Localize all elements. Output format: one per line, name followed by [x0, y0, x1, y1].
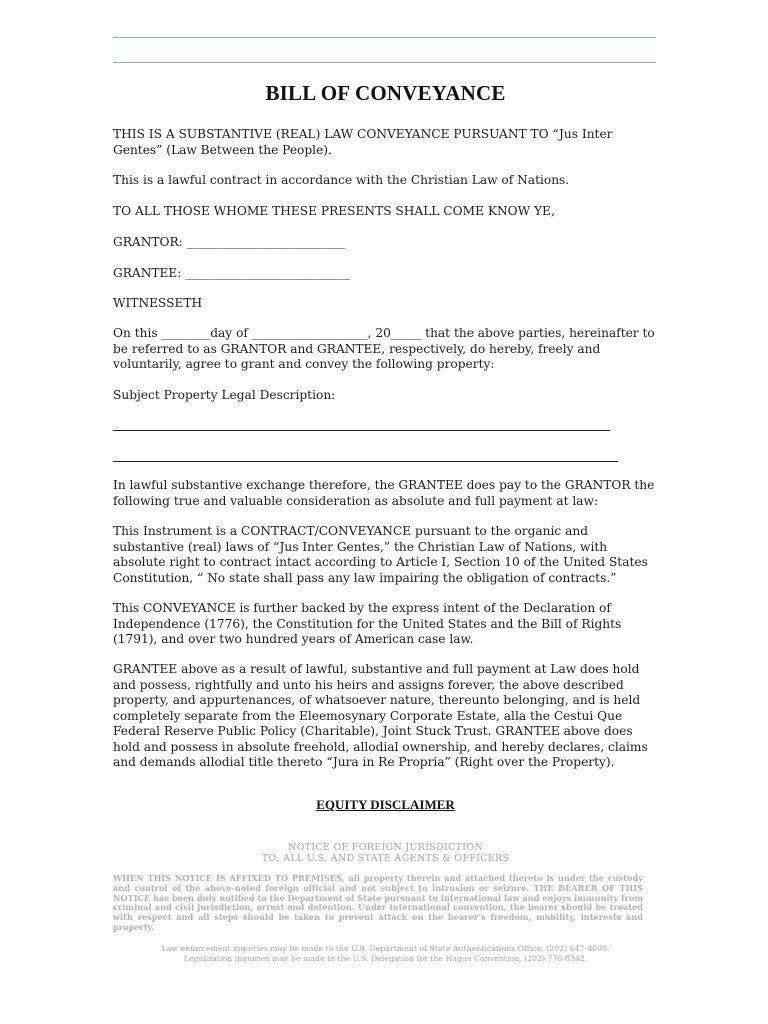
document-title: BILL OF CONVEYANCE [265, 81, 506, 105]
notice-title: NOTICE OF FOREIGN JURISDICTION [287, 842, 483, 853]
instrument-paragraph: This Instrument is a CONTRACT/CONVEYANCE pursuant to the organic and substantive (real) laws of “Jus Inter Gentes,” the Christian Law of Nations, with absolute right to contract intact according to Article I, Section 10 of the United States Constitution, “ No state shall pass any law impairing the obligation of contracts.” [113, 524, 648, 585]
notice-footer-line-1: Law enforcement inquiries may be made to the U.S. Department of State Authentications Office, (202) 647-4000. [161, 944, 610, 953]
notice-footer-line-2: Legalization inquiries may be made to the U.S. Delegation for the Hague Convention, (202) 776-8342. [183, 954, 588, 963]
intro-paragraph: THIS IS A SUBSTANTIVE (REAL) LAW CONVEYANCE PURSUANT TO “Jus Inter Gentes” (Law Between the People). [113, 127, 613, 157]
grantee-line: GRANTEE: ___________________________ [113, 266, 350, 280]
notice-addressee: TO: ALL U.S. AND STATE AGENTS & OFFICERS [261, 853, 510, 864]
grantor-line: GRANTOR: __________________________ [113, 235, 346, 249]
grantee-possession-paragraph: GRANTEE above as a result of lawful, substantive and full payment at Law does hold and possess, rightfully and unto his heirs and assigns forever, the above described property, and appurtenances, of whatsoever nature, thereunto belonging, and is held completely separate from the Eleemosynary Corporate Estate, alla the Cestui Que Federal Reserve Public Policy (Charitable), Joint Stuck Trust. GRANTEE above does hold and possess in absolute freehold, allodial ownership, and hereby declares, claims and demands allodial title thereto “Jura in Re Propria” (Right over the Property). [113, 662, 648, 769]
legal-description-blank-1 [113, 430, 610, 431]
legal-description-blank-2 [113, 461, 618, 462]
salutation-paragraph: TO ALL THOSE WHOME THESE PRESENTS SHALL COME KNOW YE, [113, 204, 555, 218]
header-rule-top [113, 37, 656, 38]
legal-description-label: Subject Property Legal Description: [113, 388, 336, 402]
lawful-contract-paragraph: This is a lawful contract in accordance with the Christian Law of Nations. [113, 173, 570, 187]
witnesseth-heading: WITNESSETH [113, 296, 203, 310]
header-rule-bottom [113, 62, 656, 63]
notice-body: WHEN THIS NOTICE IS AFFIXED TO PREMISES, all property therein and attached thereto is under the custody and control of the above-noted foreign official and not subject to intrusion or seizure. THE BEARER OF THIS NOTICE has been duly notified to the Department of State pursuant to international law and enjoys immunity from criminal and civil jurisdiction, arrest and detention. Under international convention, the bearer should be treated with respect and all steps should be taken to prevent attack on the bearer’s freedom, mobility, interests and property. [113, 873, 643, 932]
equity-disclaimer-heading: EQUITY DISCLAIMER [316, 797, 455, 812]
exchange-paragraph: In lawful substantive exchange therefore, the GRANTEE does pay to the GRANTOR the following true and valuable consideration as absolute and full payment at law: [113, 478, 655, 508]
conveyance-paragraph: This CONVEYANCE is further backed by the express intent of the Declaration of Independence (1776), the Constitution for the United States and the Bill of Rights (1791), and over two hundred years of American case law. [113, 601, 622, 646]
parties-paragraph: On this ________day of ___________________, 20_____ that the above parties, hereinafter to be referred to as GRANTOR and GRANTEE, respectively, do hereby, freely and voluntarily, agree to grant and convey the following property: [113, 326, 655, 371]
